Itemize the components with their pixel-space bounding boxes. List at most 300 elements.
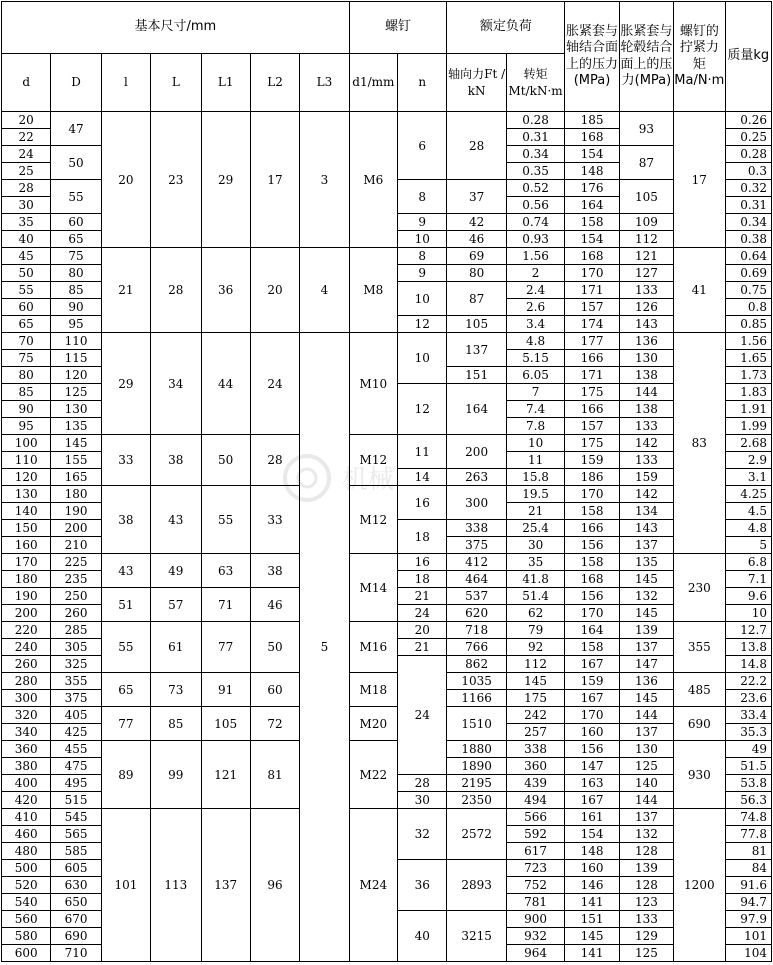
cell-pressure-hub: 137 bbox=[619, 639, 673, 656]
cell-pressure-shaft: 174 bbox=[565, 316, 619, 333]
cell-pressure-shaft: 158 bbox=[565, 554, 619, 571]
header-D: D bbox=[51, 54, 101, 112]
cell-pressure-hub: 87 bbox=[619, 146, 673, 180]
cell-L1: 55 bbox=[201, 486, 250, 554]
cell-D: 285 bbox=[51, 622, 101, 639]
cell-axial-force: 3215 bbox=[447, 911, 506, 962]
cell-mass: 7.1 bbox=[725, 571, 771, 588]
cell-D: 495 bbox=[51, 775, 101, 792]
cell-D: 90 bbox=[51, 299, 101, 316]
cell-L1: 137 bbox=[201, 809, 250, 962]
cell-L: 43 bbox=[151, 486, 201, 554]
cell-mass: 14.8 bbox=[725, 656, 771, 673]
cell-mass: 0.85 bbox=[725, 316, 771, 333]
cell-d: 20 bbox=[2, 112, 51, 129]
cell-torque: 5.15 bbox=[506, 350, 564, 367]
cell-torque: 175 bbox=[506, 690, 564, 707]
cell-mass: 0.75 bbox=[725, 282, 771, 299]
cell-pressure-hub: 136 bbox=[619, 673, 673, 690]
cell-axial-force: 137 bbox=[447, 333, 506, 367]
cell-torque: 3.4 bbox=[506, 316, 564, 333]
cell-L: 23 bbox=[151, 112, 201, 248]
cell-axial-force: 164 bbox=[447, 384, 506, 435]
cell-screw-torque: 485 bbox=[674, 673, 725, 707]
cell-L: 61 bbox=[151, 622, 201, 673]
cell-L1: 29 bbox=[201, 112, 250, 248]
cell-pressure-hub: 130 bbox=[619, 741, 673, 758]
cell-n: 16 bbox=[398, 554, 447, 571]
cell-l: 33 bbox=[101, 435, 150, 486]
cell-torque: 781 bbox=[506, 894, 564, 911]
cell-pressure-shaft: 154 bbox=[565, 826, 619, 843]
cell-D: 455 bbox=[51, 741, 101, 758]
table-row bbox=[2, 333, 772, 350]
cell-n: 12 bbox=[398, 316, 447, 333]
cell-torque: 752 bbox=[506, 877, 564, 894]
cell-D: 145 bbox=[51, 435, 101, 452]
cell-torque: 494 bbox=[506, 792, 564, 809]
cell-d: 30 bbox=[2, 197, 51, 214]
cell-L1: 91 bbox=[201, 673, 250, 707]
cell-pressure-shaft: 170 bbox=[565, 707, 619, 724]
cell-pressure-hub: 132 bbox=[619, 826, 673, 843]
cell-D: 585 bbox=[51, 843, 101, 860]
cell-d: 260 bbox=[2, 656, 51, 673]
cell-n: 10 bbox=[398, 333, 447, 384]
cell-D: 425 bbox=[51, 724, 101, 741]
cell-pressure-shaft: 151 bbox=[565, 911, 619, 928]
cell-L2: 38 bbox=[250, 554, 299, 588]
cell-screw-torque: 1200 bbox=[674, 809, 725, 962]
cell-pressure-shaft: 146 bbox=[565, 877, 619, 894]
cell-pressure-hub: 138 bbox=[619, 401, 673, 418]
cell-d: 40 bbox=[2, 231, 51, 248]
table-row bbox=[2, 554, 772, 571]
cell-n: 6 bbox=[398, 112, 447, 180]
cell-torque: 964 bbox=[506, 945, 564, 962]
cell-D: 375 bbox=[51, 690, 101, 707]
cell-screw-torque: 930 bbox=[674, 741, 725, 809]
cell-d1: M12 bbox=[349, 486, 397, 554]
cell-d: 28 bbox=[2, 180, 51, 197]
cell-pressure-hub: 125 bbox=[619, 758, 673, 775]
cell-pressure-hub: 143 bbox=[619, 520, 673, 537]
cell-D: 135 bbox=[51, 418, 101, 435]
cell-axial-force: 375 bbox=[447, 537, 506, 554]
cell-pressure-shaft: 170 bbox=[565, 486, 619, 503]
cell-L1: 71 bbox=[201, 588, 250, 622]
cell-pressure-shaft: 185 bbox=[565, 112, 619, 129]
cell-pressure-shaft: 156 bbox=[565, 741, 619, 758]
cell-pressure-shaft: 170 bbox=[565, 605, 619, 622]
cell-mass: 0.32 bbox=[725, 180, 771, 197]
cell-l: 43 bbox=[101, 554, 150, 588]
cell-mass: 101 bbox=[725, 928, 771, 945]
cell-d: 580 bbox=[2, 928, 51, 945]
cell-pressure-hub: 112 bbox=[619, 231, 673, 248]
cell-mass: 0.64 bbox=[725, 248, 771, 265]
cell-axial-force: 766 bbox=[447, 639, 506, 656]
cell-L2: 60 bbox=[250, 673, 299, 707]
cell-l: 38 bbox=[101, 486, 150, 554]
watermark-text: 机械 bbox=[342, 465, 395, 495]
cell-D: 110 bbox=[51, 333, 101, 350]
cell-L: 57 bbox=[151, 588, 201, 622]
cell-axial-force: 1880 bbox=[447, 741, 506, 758]
cell-D: 565 bbox=[51, 826, 101, 843]
cell-d: 190 bbox=[2, 588, 51, 605]
cell-D: 190 bbox=[51, 503, 101, 520]
cell-d: 90 bbox=[2, 401, 51, 418]
cell-pressure-shaft: 159 bbox=[565, 452, 619, 469]
cell-pressure-hub: 145 bbox=[619, 690, 673, 707]
cell-D: 55 bbox=[51, 180, 101, 214]
cell-pressure-hub: 126 bbox=[619, 299, 673, 316]
cell-screw-torque: 83 bbox=[674, 333, 725, 554]
table-row bbox=[2, 486, 772, 503]
cell-axial-force: 1890 bbox=[447, 758, 506, 775]
cell-L1: 77 bbox=[201, 622, 250, 673]
cell-pressure-shaft: 156 bbox=[565, 588, 619, 605]
cell-n: 24 bbox=[398, 605, 447, 622]
cell-n: 36 bbox=[398, 860, 447, 911]
cell-D: 235 bbox=[51, 571, 101, 588]
cell-D: 630 bbox=[51, 877, 101, 894]
cell-torque: 4.8 bbox=[506, 333, 564, 350]
cell-pressure-hub: 139 bbox=[619, 622, 673, 639]
cell-D: 225 bbox=[51, 554, 101, 571]
cell-torque: 35 bbox=[506, 554, 564, 571]
cell-d: 24 bbox=[2, 146, 51, 163]
cell-mass: 33.4 bbox=[725, 707, 771, 724]
cell-d: 75 bbox=[2, 350, 51, 367]
cell-torque: 723 bbox=[506, 860, 564, 877]
cell-pressure-hub: 127 bbox=[619, 265, 673, 282]
cell-pressure-shaft: 177 bbox=[565, 333, 619, 350]
cell-pressure-shaft: 175 bbox=[565, 384, 619, 401]
cell-d: 130 bbox=[2, 486, 51, 503]
cell-torque: 6.05 bbox=[506, 367, 564, 384]
cell-pressure-shaft: 170 bbox=[565, 265, 619, 282]
header-rated-load: 额定负荷 bbox=[447, 2, 565, 54]
cell-torque: 7.8 bbox=[506, 418, 564, 435]
cell-torque: 79 bbox=[506, 622, 564, 639]
cell-pressure-hub: 142 bbox=[619, 435, 673, 452]
cell-d: 170 bbox=[2, 554, 51, 571]
cell-D: 260 bbox=[51, 605, 101, 622]
cell-mass: 1.99 bbox=[725, 418, 771, 435]
cell-d: 35 bbox=[2, 214, 51, 231]
cell-torque: 41.8 bbox=[506, 571, 564, 588]
cell-torque: 62 bbox=[506, 605, 564, 622]
cell-axial-force: 105 bbox=[447, 316, 506, 333]
cell-mass: 53.8 bbox=[725, 775, 771, 792]
cell-d: 340 bbox=[2, 724, 51, 741]
cell-mass: 1.91 bbox=[725, 401, 771, 418]
cell-pressure-hub: 137 bbox=[619, 724, 673, 741]
cell-pressure-hub: 109 bbox=[619, 214, 673, 231]
header-pressure-hub: 胀紧套与轮毂结合面上的压力(MPa) bbox=[619, 2, 673, 112]
cell-torque: 0.28 bbox=[506, 112, 564, 129]
cell-torque: 51.4 bbox=[506, 588, 564, 605]
cell-n: 16 bbox=[398, 486, 447, 520]
cell-L2: 28 bbox=[250, 435, 299, 486]
cell-torque: 2.4 bbox=[506, 282, 564, 299]
cell-pressure-hub: 159 bbox=[619, 469, 673, 486]
cell-axial-force: 338 bbox=[447, 520, 506, 537]
cell-D: 710 bbox=[51, 945, 101, 962]
cell-mass: 1.65 bbox=[725, 350, 771, 367]
cell-n: 10 bbox=[398, 231, 447, 248]
cell-axial-force: 1035 bbox=[447, 673, 506, 690]
cell-torque: 0.74 bbox=[506, 214, 564, 231]
cell-d: 70 bbox=[2, 333, 51, 350]
cell-pressure-shaft: 148 bbox=[565, 163, 619, 180]
cell-screw-torque: 41 bbox=[674, 248, 725, 333]
cell-pressure-hub: 139 bbox=[619, 860, 673, 877]
cell-pressure-shaft: 147 bbox=[565, 758, 619, 775]
cell-L2: 96 bbox=[250, 809, 299, 962]
header-screw-torque: 螺钉的拧紧力矩Ma/N·m bbox=[674, 2, 725, 112]
cell-mass: 1.56 bbox=[725, 333, 771, 350]
cell-D: 125 bbox=[51, 384, 101, 401]
cell-screw-torque: 355 bbox=[674, 622, 725, 673]
cell-torque: 338 bbox=[506, 741, 564, 758]
cell-d1: M8 bbox=[349, 248, 397, 333]
cell-pressure-shaft: 157 bbox=[565, 418, 619, 435]
cell-axial-force: 87 bbox=[447, 282, 506, 316]
cell-d: 50 bbox=[2, 265, 51, 282]
cell-d: 200 bbox=[2, 605, 51, 622]
cell-mass: 4.8 bbox=[725, 520, 771, 537]
cell-d: 360 bbox=[2, 741, 51, 758]
cell-mass: 77.8 bbox=[725, 826, 771, 843]
cell-L: 113 bbox=[151, 809, 201, 962]
cell-D: 650 bbox=[51, 894, 101, 911]
cell-pressure-shaft: 171 bbox=[565, 367, 619, 384]
header-screw: 螺钉 bbox=[349, 2, 447, 54]
cell-D: 65 bbox=[51, 231, 101, 248]
cell-d: 320 bbox=[2, 707, 51, 724]
cell-pressure-shaft: 159 bbox=[565, 673, 619, 690]
cell-d: 45 bbox=[2, 248, 51, 265]
cell-pressure-shaft: 186 bbox=[565, 469, 619, 486]
cell-d: 500 bbox=[2, 860, 51, 877]
cell-L2: 81 bbox=[250, 741, 299, 809]
cell-torque: 0.35 bbox=[506, 163, 564, 180]
cell-L2: 50 bbox=[250, 622, 299, 673]
cell-n: 18 bbox=[398, 520, 447, 554]
cell-pressure-hub: 121 bbox=[619, 248, 673, 265]
cell-d: 560 bbox=[2, 911, 51, 928]
cell-pressure-shaft: 164 bbox=[565, 622, 619, 639]
table-row bbox=[2, 741, 772, 758]
cell-pressure-hub: 144 bbox=[619, 384, 673, 401]
cell-mass: 81 bbox=[725, 843, 771, 860]
cell-mass: 4.25 bbox=[725, 486, 771, 503]
cell-D: 165 bbox=[51, 469, 101, 486]
cell-pressure-shaft: 141 bbox=[565, 945, 619, 962]
header-L3: L3 bbox=[300, 54, 349, 112]
cell-n: 9 bbox=[398, 265, 447, 282]
cell-pressure-shaft: 168 bbox=[565, 248, 619, 265]
header-L1: L1 bbox=[201, 54, 250, 112]
cell-torque: 25.4 bbox=[506, 520, 564, 537]
cell-pressure-shaft: 164 bbox=[565, 197, 619, 214]
cell-L2: 72 bbox=[250, 707, 299, 741]
cell-torque: 7 bbox=[506, 384, 564, 401]
cell-d1: M16 bbox=[349, 622, 397, 673]
cell-d: 520 bbox=[2, 877, 51, 894]
cell-axial-force: 151 bbox=[447, 367, 506, 384]
cell-torque: 566 bbox=[506, 809, 564, 826]
cell-mass: 91.6 bbox=[725, 877, 771, 894]
header-d: d bbox=[2, 54, 51, 112]
cell-pressure-shaft: 158 bbox=[565, 639, 619, 656]
cell-screw-torque: 17 bbox=[674, 112, 725, 248]
cell-L: 73 bbox=[151, 673, 201, 707]
cell-pressure-hub: 137 bbox=[619, 809, 673, 826]
cell-L3: 3 bbox=[300, 112, 349, 248]
header-L: L bbox=[151, 54, 201, 112]
cell-d: 540 bbox=[2, 894, 51, 911]
cell-pressure-hub: 145 bbox=[619, 605, 673, 622]
cell-pressure-hub: 134 bbox=[619, 503, 673, 520]
cell-d: 110 bbox=[2, 452, 51, 469]
cell-n: 9 bbox=[398, 214, 447, 231]
cell-D: 80 bbox=[51, 265, 101, 282]
cell-D: 120 bbox=[51, 367, 101, 384]
table-row bbox=[2, 248, 772, 265]
cell-d: 85 bbox=[2, 384, 51, 401]
cell-pressure-shaft: 167 bbox=[565, 690, 619, 707]
cell-D: 130 bbox=[51, 401, 101, 418]
cell-torque: 1.56 bbox=[506, 248, 564, 265]
cell-axial-force: 80 bbox=[447, 265, 506, 282]
cell-L2: 20 bbox=[250, 248, 299, 333]
cell-D: 47 bbox=[51, 112, 101, 146]
cell-D: 200 bbox=[51, 520, 101, 537]
cell-pressure-shaft: 168 bbox=[565, 571, 619, 588]
cell-torque: 0.31 bbox=[506, 129, 564, 146]
cell-pressure-shaft: 161 bbox=[565, 809, 619, 826]
cell-l: 101 bbox=[101, 809, 150, 962]
cell-pressure-shaft: 171 bbox=[565, 282, 619, 299]
cell-mass: 0.38 bbox=[725, 231, 771, 248]
cell-mass: 23.6 bbox=[725, 690, 771, 707]
cell-L2: 24 bbox=[250, 333, 299, 435]
cell-pressure-shaft: 163 bbox=[565, 775, 619, 792]
cell-d: 280 bbox=[2, 673, 51, 690]
cell-axial-force: 620 bbox=[447, 605, 506, 622]
cell-d1: M14 bbox=[349, 554, 397, 622]
cell-d: 180 bbox=[2, 571, 51, 588]
cell-pressure-hub: 142 bbox=[619, 486, 673, 503]
cell-mass: 0.26 bbox=[725, 112, 771, 129]
cell-axial-force: 2350 bbox=[447, 792, 506, 809]
cell-l: 65 bbox=[101, 673, 150, 707]
cell-mass: 104 bbox=[725, 945, 771, 962]
cell-pressure-hub: 125 bbox=[619, 945, 673, 962]
cell-mass: 12.7 bbox=[725, 622, 771, 639]
cell-pressure-shaft: 145 bbox=[565, 928, 619, 945]
cell-D: 155 bbox=[51, 452, 101, 469]
cell-D: 115 bbox=[51, 350, 101, 367]
cell-pressure-shaft: 168 bbox=[565, 129, 619, 146]
cell-L1: 36 bbox=[201, 248, 250, 333]
cell-n: 24 bbox=[398, 656, 447, 775]
cell-D: 60 bbox=[51, 214, 101, 231]
cell-torque: 360 bbox=[506, 758, 564, 775]
header-n: n bbox=[398, 54, 447, 112]
cell-D: 180 bbox=[51, 486, 101, 503]
cell-d: 60 bbox=[2, 299, 51, 316]
cell-axial-force: 69 bbox=[447, 248, 506, 265]
cell-pressure-hub: 137 bbox=[619, 537, 673, 554]
cell-n: 21 bbox=[398, 639, 447, 656]
cell-mass: 4.5 bbox=[725, 503, 771, 520]
cell-l: 21 bbox=[101, 248, 150, 333]
cell-mass: 0.34 bbox=[725, 214, 771, 231]
header-basic-dims: 基本尺寸/mm bbox=[2, 2, 350, 54]
cell-d: 160 bbox=[2, 537, 51, 554]
cell-L2: 33 bbox=[250, 486, 299, 554]
cell-D: 210 bbox=[51, 537, 101, 554]
cell-axial-force: 1166 bbox=[447, 690, 506, 707]
cell-l: 89 bbox=[101, 741, 150, 809]
cell-pressure-hub: 143 bbox=[619, 316, 673, 333]
header-L2: L2 bbox=[250, 54, 299, 112]
cell-l: 29 bbox=[101, 333, 150, 435]
cell-L: 85 bbox=[151, 707, 201, 741]
cell-mass: 3.1 bbox=[725, 469, 771, 486]
cell-L: 99 bbox=[151, 741, 201, 809]
cell-d: 65 bbox=[2, 316, 51, 333]
cell-d: 22 bbox=[2, 129, 51, 146]
cell-mass: 22.2 bbox=[725, 673, 771, 690]
cell-torque: 617 bbox=[506, 843, 564, 860]
cell-L2: 17 bbox=[250, 112, 299, 248]
cell-pressure-shaft: 167 bbox=[565, 792, 619, 809]
cell-screw-torque: 690 bbox=[674, 707, 725, 741]
cell-D: 690 bbox=[51, 928, 101, 945]
cell-pressure-shaft: 158 bbox=[565, 214, 619, 231]
cell-n: 10 bbox=[398, 282, 447, 316]
cell-d: 220 bbox=[2, 622, 51, 639]
cell-n: 30 bbox=[398, 792, 447, 809]
cell-pressure-hub: 140 bbox=[619, 775, 673, 792]
cell-D: 95 bbox=[51, 316, 101, 333]
cell-pressure-shaft: 141 bbox=[565, 894, 619, 911]
cell-pressure-hub: 105 bbox=[619, 180, 673, 214]
cell-D: 355 bbox=[51, 673, 101, 690]
cell-d: 300 bbox=[2, 690, 51, 707]
cell-L: 34 bbox=[151, 333, 201, 435]
cell-pressure-shaft: 167 bbox=[565, 656, 619, 673]
cell-mass: 0.3 bbox=[725, 163, 771, 180]
cell-d1: M22 bbox=[349, 741, 397, 809]
cell-pressure-shaft: 158 bbox=[565, 503, 619, 520]
cell-D: 670 bbox=[51, 911, 101, 928]
cell-d: 55 bbox=[2, 282, 51, 299]
cell-D: 305 bbox=[51, 639, 101, 656]
cell-mass: 0.28 bbox=[725, 146, 771, 163]
cell-L3: 5 bbox=[300, 333, 349, 962]
cell-d: 420 bbox=[2, 792, 51, 809]
cell-n: 18 bbox=[398, 571, 447, 588]
cell-D: 325 bbox=[51, 656, 101, 673]
cell-mass: 56.3 bbox=[725, 792, 771, 809]
